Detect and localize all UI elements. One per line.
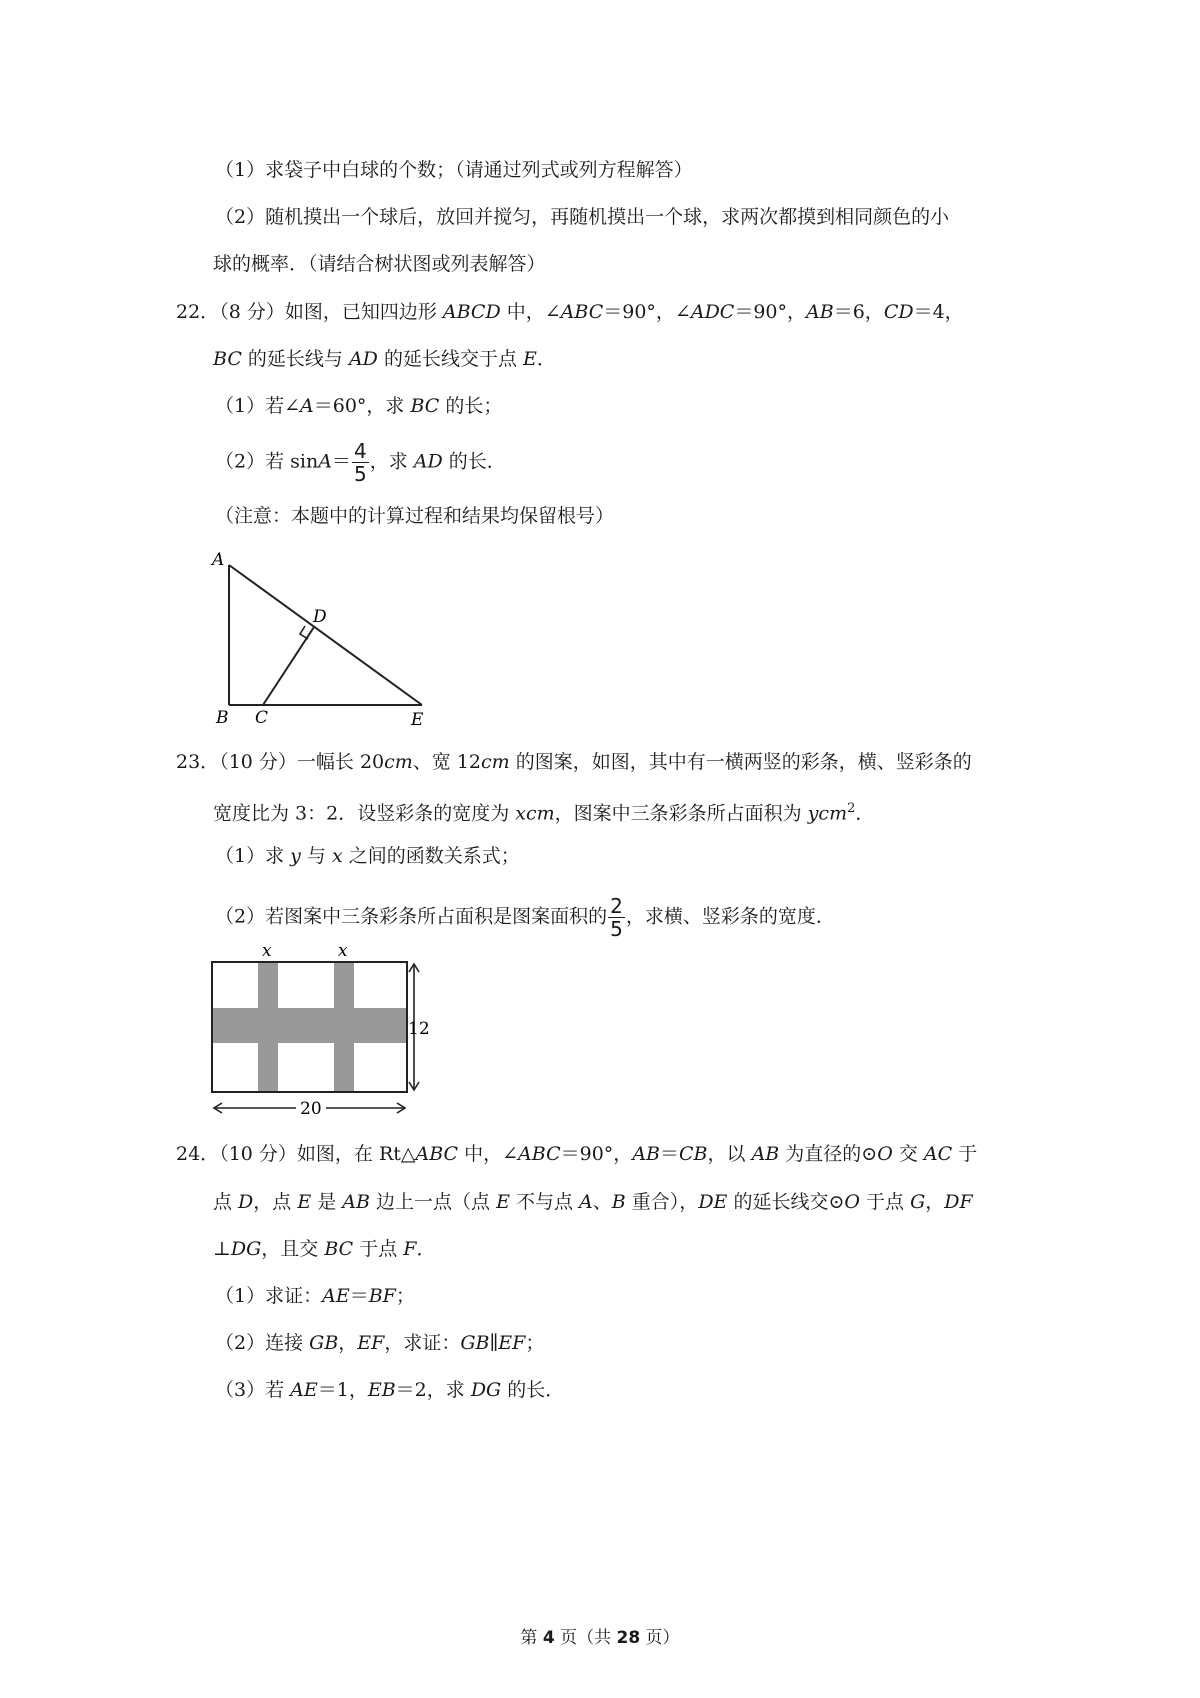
q23-part1: （1）求 y 与 x 之间的函数关系式； <box>215 845 520 867</box>
q23-part2: （2）若图案中三条彩条所占面积是图案面积的 $\frac{2}{5}$ ，求横、竖彩条的宽度． <box>215 894 835 941</box>
page-footer: 第 4 页（共 28 页） <box>520 1628 680 1648</box>
q24-stem-line2: 点 D，点 E 是 AB 边上一点（点 E 不与点 A、B 重合），DE 的延长线交⊙O 于点 G，DF <box>213 1191 973 1213</box>
q24-part2: （2）连接 GB，EF，求证：GB∥EF； <box>215 1332 545 1354</box>
label-E: E <box>411 710 424 730</box>
label-D: D <box>313 607 327 627</box>
label-C: C <box>255 708 269 728</box>
q22-note: （注意：本题中的计算过程和结果均保留根号） <box>215 505 615 527</box>
q24-stem-line1: 24．（10 分）如图，在 Rt△ABC 中，∠ABC＝90°，AB＝CB，以 AB 为直径的⊙O 交 AC 于 <box>176 1143 978 1165</box>
q22-fraction: $\frac{4}{5}$ <box>353 439 367 486</box>
q22-stem-line2: BC 的延长线与 AD 的延长线交于点 E． <box>213 348 556 370</box>
q22-part2: （2）若 sinA＝ $\frac{4}{5}$ ，求 AD 的长． <box>215 439 506 486</box>
q23-stripes-figure <box>200 940 440 1120</box>
label-B: B <box>216 708 229 728</box>
q21-part2-line2: 球的概率．（请结合树状图或列表解答） <box>213 253 546 275</box>
q22-part1: （1）若∠A＝60°，求 BC 的长； <box>215 395 503 417</box>
q24-stem-line3: ⊥DG，且交 BC 于点 F． <box>213 1238 436 1260</box>
q21-part2-line1: （2）随机摸出一个球后，放回并搅匀，再随机摸出一个球，求两次都摸到相同颜色的小 <box>215 206 950 228</box>
q24-part1: （1）求证：AE＝BF； <box>215 1285 415 1307</box>
q23-stem-line2: 宽度比为 3：2．设竖彩条的宽度为 xcm，图案中三条彩条所占面积为 ycm$^2$． <box>213 801 875 825</box>
width-label: 20 <box>300 1099 322 1119</box>
stripe-x-label-right: x <box>338 941 348 961</box>
q21-part1: （1）求袋子中白球的个数；（请通过列式或列方程解答） <box>215 159 693 181</box>
q22-triangle-figure <box>200 545 440 730</box>
height-label: 12 <box>408 1019 430 1039</box>
label-A: A <box>212 550 225 570</box>
stripe-x-label-left: x <box>262 941 272 961</box>
q23-fraction: $\frac{2}{5}$ <box>610 894 623 941</box>
q24-part3: （3）若 AE＝1，EB＝2，求 DG 的长． <box>215 1379 565 1401</box>
q22-stem-line1: 22．（8 分）如图，已知四边形 ABCD 中，∠ABC＝90°，∠ADC＝90°，AB＝6，CD＝4， <box>176 301 964 323</box>
q23-stem-line1: 23．（10 分）一幅长 20cm、宽 12cm 的图案，如图，其中有一横两竖的彩条，横、竖彩条的 <box>176 751 972 773</box>
